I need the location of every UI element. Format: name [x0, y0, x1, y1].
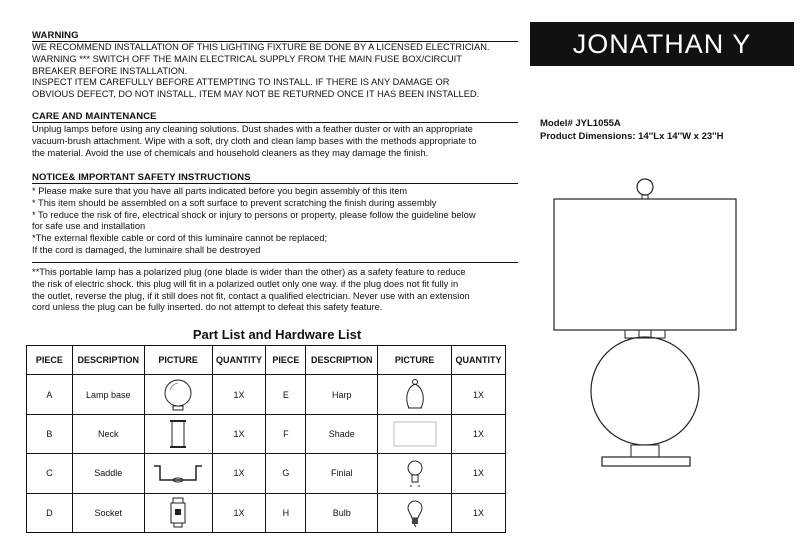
plug-line: cord unless the plug can be fully inserted. do not attempt to defeat this safety feature.	[32, 302, 383, 313]
header-cell: DESCRIPTION	[72, 346, 144, 375]
model-number: Model# JYL1055A	[540, 118, 621, 129]
piece-cell: G	[266, 454, 306, 493]
divider	[32, 122, 518, 123]
warning-line: BREAKER BEFORE INSTALLATION.	[32, 65, 188, 76]
table-header-row	[27, 346, 506, 375]
quantity-cell: 1X	[212, 414, 266, 453]
piece-cell: E	[266, 375, 306, 414]
quantity-cell: 1X	[212, 375, 266, 414]
model-info	[540, 118, 724, 143]
warning-line: OBVIOUS DEFECT, DO NOT INSTALL. ITEM MAY NOT BE RETURNED ONCE IT HAS BEEN INSTALLED.	[32, 89, 480, 100]
header-cell: PIECE	[266, 346, 306, 375]
warning-title: WARNING	[32, 30, 79, 41]
notice-line: If the cord is damaged, the luminaire shall be destroyed	[32, 244, 261, 255]
notice-line: for safe use and installation	[32, 221, 146, 232]
header-cell: PICTURE	[144, 346, 212, 375]
table-row	[27, 375, 506, 414]
description-cell: Neck	[72, 414, 144, 453]
header-cell: PIECE	[27, 346, 73, 375]
quantity-cell: 1X	[452, 375, 506, 414]
table-row	[27, 493, 506, 532]
plug-line: **This portable lamp has a polarized plug (one blade is wider than the other) as a safety feature to reduce	[32, 267, 466, 277]
product-dimensions: Product Dimensions: 14''Lx 14''W x 23''H	[540, 130, 724, 142]
warning-line: WE RECOMMEND INSTALLATION OF THIS LIGHTING FIXTURE BE DONE BY A LICENSED ELECTRICIAN.	[32, 42, 490, 52]
picture-cell	[378, 454, 452, 493]
piece-cell: C	[27, 454, 73, 493]
quantity-cell: 1X	[212, 493, 266, 532]
description-cell: Shade	[306, 414, 378, 453]
divider	[32, 183, 518, 184]
notice-title: NOTICE& IMPORTANT SAFETY INSTRUCTIONS	[32, 172, 251, 183]
plug-text	[32, 267, 522, 314]
notice-line: *The external flexible cable or cord of this luminaire cannot be replaced;	[32, 233, 328, 244]
piece-cell: F	[266, 414, 306, 453]
picture-cell	[378, 414, 452, 453]
description-cell: Saddle	[72, 454, 144, 493]
header-cell: DESCRIPTION	[306, 346, 378, 375]
header-cell: PICTURE	[378, 346, 452, 375]
finial-icon	[400, 456, 430, 490]
description-cell: Finial	[306, 454, 378, 493]
description-cell: Harp	[306, 375, 378, 414]
care-title: CARE AND MAINTENANCE	[32, 111, 157, 122]
notice-line: * Please make sure that you have all parts indicated before you begin assembly of this item	[32, 186, 408, 196]
brand-logo: JONATHAN Y	[530, 22, 794, 66]
warning-text	[32, 42, 522, 101]
warning-line: INSPECT ITEM CAREFULLY BEFORE ATTEMPTING TO INSTALL. IF THERE IS ANY DAMAGE OR	[32, 77, 450, 88]
care-line: Unplug lamps before using any cleaning solutions. Dust shades with a feather duster or with an appropriate	[32, 124, 473, 134]
notice-text	[32, 186, 522, 257]
header-cell: QUANTITY	[212, 346, 266, 375]
shade-icon	[388, 417, 442, 451]
description-cell: Bulb	[306, 493, 378, 532]
piece-cell: B	[27, 414, 73, 453]
picture-cell	[378, 375, 452, 414]
picture-cell	[378, 493, 452, 532]
bulb-icon	[400, 496, 430, 530]
neck-icon	[163, 417, 193, 451]
quantity-cell: 1X	[452, 414, 506, 453]
divider	[32, 262, 518, 263]
saddle-icon	[150, 458, 206, 488]
parts-list-title: Part List and Hardware List	[192, 327, 362, 342]
lamp-illustration	[530, 170, 794, 470]
picture-cell	[144, 493, 212, 532]
care-text	[32, 124, 522, 159]
picture-cell	[144, 454, 212, 493]
warning-line: WARNING *** SWITCH OFF THE MAIN ELECTRICAL SUPPLY FROM THE MAIN FUSE BOX/CIRCUIT	[32, 53, 462, 64]
parts-table	[26, 345, 506, 533]
plug-line: the risk of electric shock. this plug will fit in a polarized outlet only one way. if the plug does not fit fully in	[32, 278, 459, 289]
care-line: vacuum-brush attachment. Wipe with a soft, dry cloth and clean lamp bases with the methods appropriate to	[32, 135, 477, 146]
lamp-base-drawing	[591, 337, 699, 445]
picture-cell	[144, 414, 212, 453]
shade-drawing	[554, 199, 736, 330]
picture-cell	[144, 375, 212, 414]
lamp-base-icon	[158, 378, 198, 412]
piece-cell: D	[27, 493, 73, 532]
finial-drawing	[637, 179, 653, 195]
notice-line: * To reduce the risk of fire, electrical shock or injury to persons or property, please follow the guideline below	[32, 209, 476, 220]
header-cell: QUANTITY	[452, 346, 506, 375]
care-line: the material. Avoid the use of chemicals and household cleaners as they may damage the finish.	[32, 147, 429, 158]
piece-cell: H	[266, 493, 306, 532]
plug-line: the outlet, reverse the plug, if it still does not fit, contact a qualified electrician. Never use with an extension	[32, 290, 470, 301]
base-plinth-drawing	[602, 457, 690, 466]
piece-cell: A	[27, 375, 73, 414]
table-row	[27, 414, 506, 453]
description-cell: Socket	[72, 493, 144, 532]
notice-line: * This item should be assembled on a soft surface to prevent scratching the finish during assembly	[32, 197, 437, 208]
quantity-cell: 1X	[452, 454, 506, 493]
socket-icon	[163, 496, 193, 530]
quantity-cell: 1X	[212, 454, 266, 493]
harp-icon	[400, 378, 430, 412]
quantity-cell: 1X	[452, 493, 506, 532]
description-cell: Lamp base	[72, 375, 144, 414]
table-row	[27, 454, 506, 493]
